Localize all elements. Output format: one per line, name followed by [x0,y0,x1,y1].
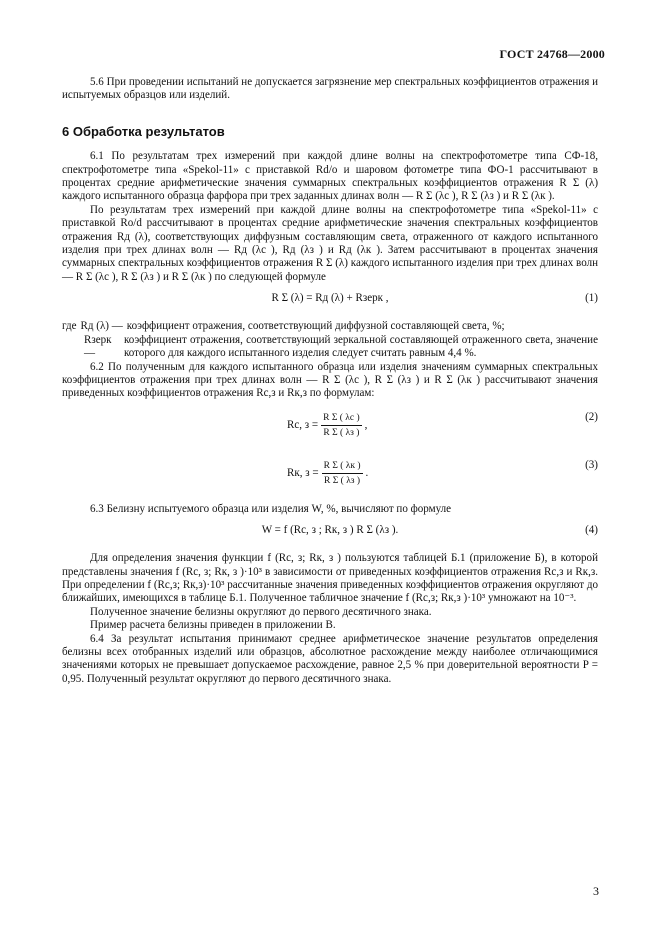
equation-4-number: (4) [585,524,598,537]
equation-3-fraction [322,460,363,487]
equation-4-body: W = f (Rс, з ; Rк, з ) R Σ (λз ). [261,524,399,537]
paragraph-6-3c: Полученное значение белизны округляют до первого десятичного знака. [90,605,432,618]
where-term-2: Rзерк — [84,333,112,360]
paragraph-6-3d: Пример расчета белизны приведен в приложении В. [90,619,336,632]
where-word: где [62,320,77,333]
equation-3-lhs: Rк, з = [287,467,319,480]
equation-2-fraction [321,412,362,439]
equation-1-number: (1) [585,292,598,305]
equation-1-body: R Σ (λ) = Rд (λ) + Rзерк , [271,292,389,305]
equation-3-numerator: R Σ ( λк ) [322,460,363,474]
equation-3 [62,455,598,495]
standard-code-header: ГОСТ 24768—2000 [499,47,605,61]
paragraph-6-2: 6.2 По полученным для каждого испытанного образца или изделия значениям суммарных спектральных коэффициентов отражения при трех длинах волн — R Σ (λс ), R Σ (λз ) и R Σ (λк ) рассчитывают значения приведенных коэффициентов отражения Rс,з и Rк,з по формулам: [62,360,598,400]
paragraph-6-3: 6.3 Белизну испытуемого образца или изделия W, %, вычисляют по формуле [90,502,452,515]
equation-3-tail: . [365,467,369,480]
equation-4 [62,520,598,546]
equation-3-body [287,455,368,493]
equation-2-numerator: R Σ ( λс ) [321,412,362,426]
paragraph-6-1b: По результатам трех измерений при каждой длине волны на спектрофотометре типа «Spekol-11» с приставкой Ro/d рассчитывают в процентах средние арифметические значения спектральных коэффициентов отражения Rд (λ), соответствующих диффузным составляющим света, отраженного от каждого испытанного изделия при трех длинах волн — Rд (λс ), Rд (λз ) и Rд (λк ). Затем рассчитывают в процентах значения суммарных спектральных коэффициентов отражения R Σ (λ) каждого испытанного изделия при трех длинах волн — R Σ (λс ), R Σ (λз ) и R Σ (λк ) по следующей формуле [62,203,598,283]
paragraph-5-6: 5.6 При проведении испытаний не допускается загрязнение мер спектральных коэффициентов отражения и испытуемых образцов или изделий. [62,76,598,102]
equation-3-denominator: R Σ ( λз ) [324,476,361,487]
paragraph-6-4: 6.4 За результат испытания принимают среднее арифметическое значение результатов определения белизны всех отобранных изделий или образцов, абсолютное расхождение между наиболее отличающимися значениями которых не превышает допускаемое расхождение, равное 2,5 % при доверительной вероятности P = 0,95. Полученный результат округляют до первого десятичного знака. [62,632,598,685]
equation-2 [62,407,598,447]
where-clause-1 [62,320,598,333]
paragraph-6-3b: Для определения значения функции f (Rс, з; Rк, з ) пользуются таблицей Б.1 (приложение Б), в которой представлены значения f (Rс, з; Rк, з )·10³ в зависимости от приведенных коэффициентов отражения Rс,з и Rк,з. При определении f (Rс,з; Rк,з)·10³ рассчитанные значения приведенных коэффициентов отражения округляют до ближайших, имеющихся в таблице Б.1. Полученное табличное значение f (Rс,з; Rк,з )·10³ умножают на 10⁻³. [62,552,598,605]
equation-2-body [287,407,367,445]
section-6-heading: 6 Обработка результатов [62,123,225,139]
equation-2-tail: , [364,419,368,432]
paragraph-6-1a: 6.1 По результатам трех измерений при каждой длине волны на спектрофотометре типа СФ-18, спектрофотометре типа «Spekol-11» с приставкой Rd/o и шаровом фотометре типа ФО-1 рассчитывают в процентах средние арифметические значения суммарных спектральных коэффициентов отражения R Σ (λ) каждого испытанного образца фарфора при трех заданных длинах волн — R Σ (λс ), R Σ (λз ) и R Σ (λк ). [62,150,598,203]
equation-2-number: (2) [585,410,598,423]
where-term-1: Rд (λ) — [80,320,123,333]
equation-1 [62,288,598,314]
where-text-2: коэффициент отражения, соответствующий зеркальной составляющей отраженного света, значение которого для каждого испытанного изделия следует считать равным 4,4 %. [124,333,598,360]
where-clause-2 [62,334,598,361]
equation-2-lhs: Rс, з = [287,419,319,432]
document-body [62,76,598,686]
equation-3-number: (3) [585,458,598,471]
page-number: 3 [593,884,599,898]
equation-2-denominator: R Σ ( λз ) [323,428,360,439]
where-text-1: коэффициент отражения, соответствующий диффузной составляющей света, %; [126,320,505,333]
